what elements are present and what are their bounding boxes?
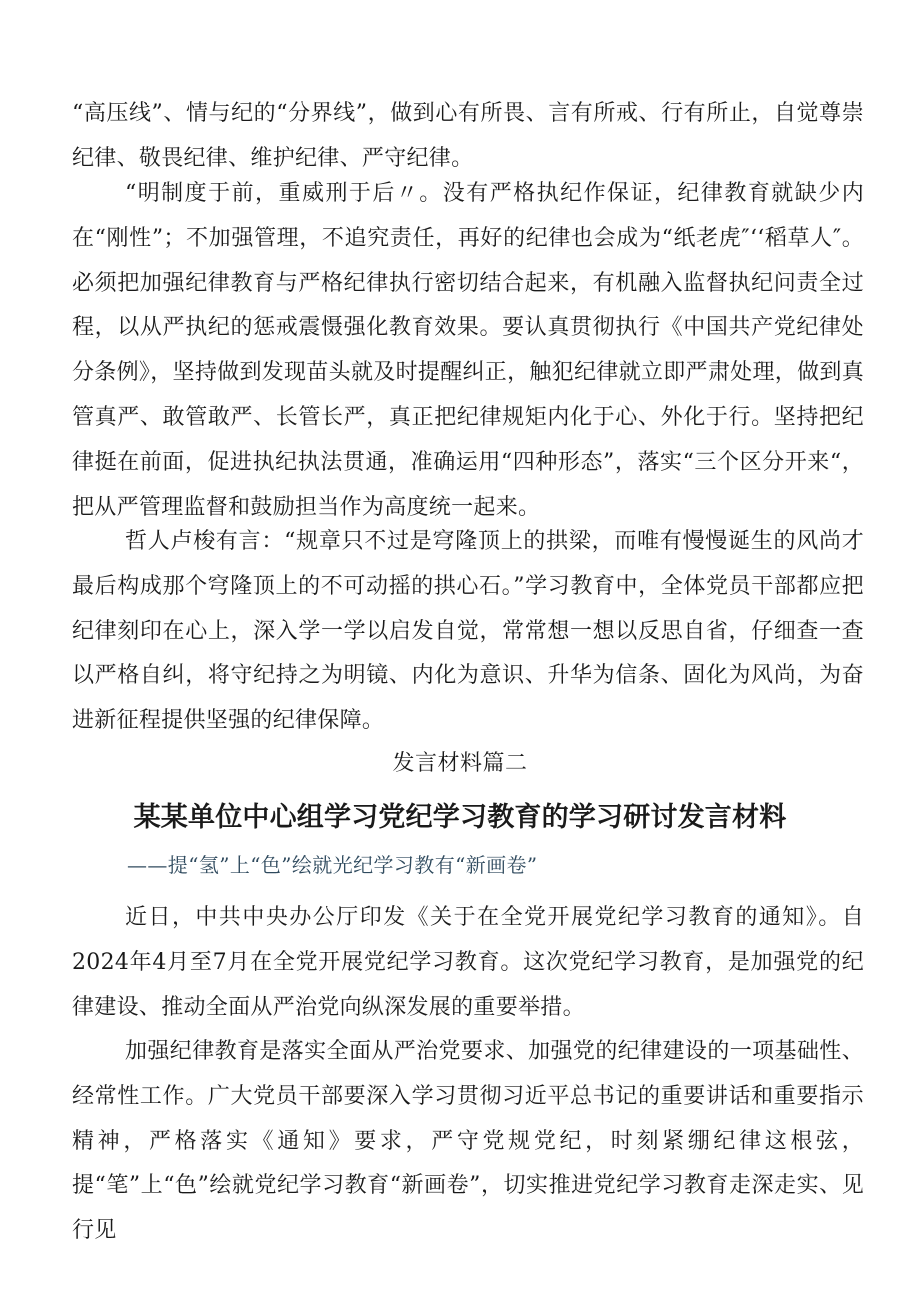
paragraph-rousseau-quote: 哲人卢梭有言：“规章只不过是穹隆顶上的拱梁，而唯有慢慢诞生的风尚才最后构成那个穹隆顶上的不可动摇的拱心石。”学习教育中，全体党员干部都应把纪律刻印在心上，深入学一学以启发自觉，常常想一想以反思自省，仔细查一查以严格自纠，将守纪持之为明镜、内化为意识、升华为信条、固化为风尚，为奋进新征程提供坚强的纪律保障。 [72, 529, 864, 734]
document-title: 某某单位中心组学习党纪学习教育的学习研讨发言材料 [133, 802, 787, 833]
paragraph-education-requirements: 加强纪律教育是落实全面从严治党要求、加强党的纪律建设的一项基础性、经常性工作。广大党员干部要深入学习贯彻习近平总书记的重要讲话和重要指示精神，严格落实《通知》要求，严守党规党纪，时刻紧绷纪律这根弦，提“笔”上“色”绘就党纪学习教育“新画卷”，切实推进党纪学习教育走深走实、见行见 [72, 1039, 864, 1244]
paragraph-notice-intro: 近日，中共中央办公厅印发《关于在全党开展党纪学习教育的通知》。自2024年4月至7月在全党开展党纪学习教育。这次党纪学习教育，是加强党的纪律建设、推动全面从严治党向纵深发展的重要举措。 [72, 905, 864, 1020]
section-label: 发言材料篇二 [392, 751, 528, 776]
document-subtitle: ——提“氢”上“色”绘就光纪学习教有“新画卷” [127, 853, 538, 877]
paragraph-discipline-lines: “高压线”、情与纪的“分界线”，做到心有所畏、言有所戒、行有所止，自觉尊崇纪律、敬畏纪律、维护纪律、严守纪律。 [72, 101, 864, 171]
paragraph-strict-enforcement: “明制度于前，重威刑于后〃。没有严格执纪作保证，纪律教育就缺少内在“刚性”；不加强管理，不追究责任，再好的纪律也会成为“纸老虎″‘‘稻草人″。必须把加强纪律教育与严格纪律执行密切结合起来，有机融入监督执纪问责全过程，以从严执纪的惩戒震慑强化教育效果。要认真贯彻执行《中国共产党纪律处分条例》，坚持做到发现苗头就及时提醒纠正，触犯纪律就立即严肃处理，做到真管真严、敢管敢严、长管长严，真正把纪律规矩内化于心、外化于行。坚持把纪律挺在前面，促进执纪执法贯通，准确运用“四种形态”，落实“三个区分开来“，把从严管理监督和鼓励担当作为高度统一起来。 [72, 181, 864, 520]
